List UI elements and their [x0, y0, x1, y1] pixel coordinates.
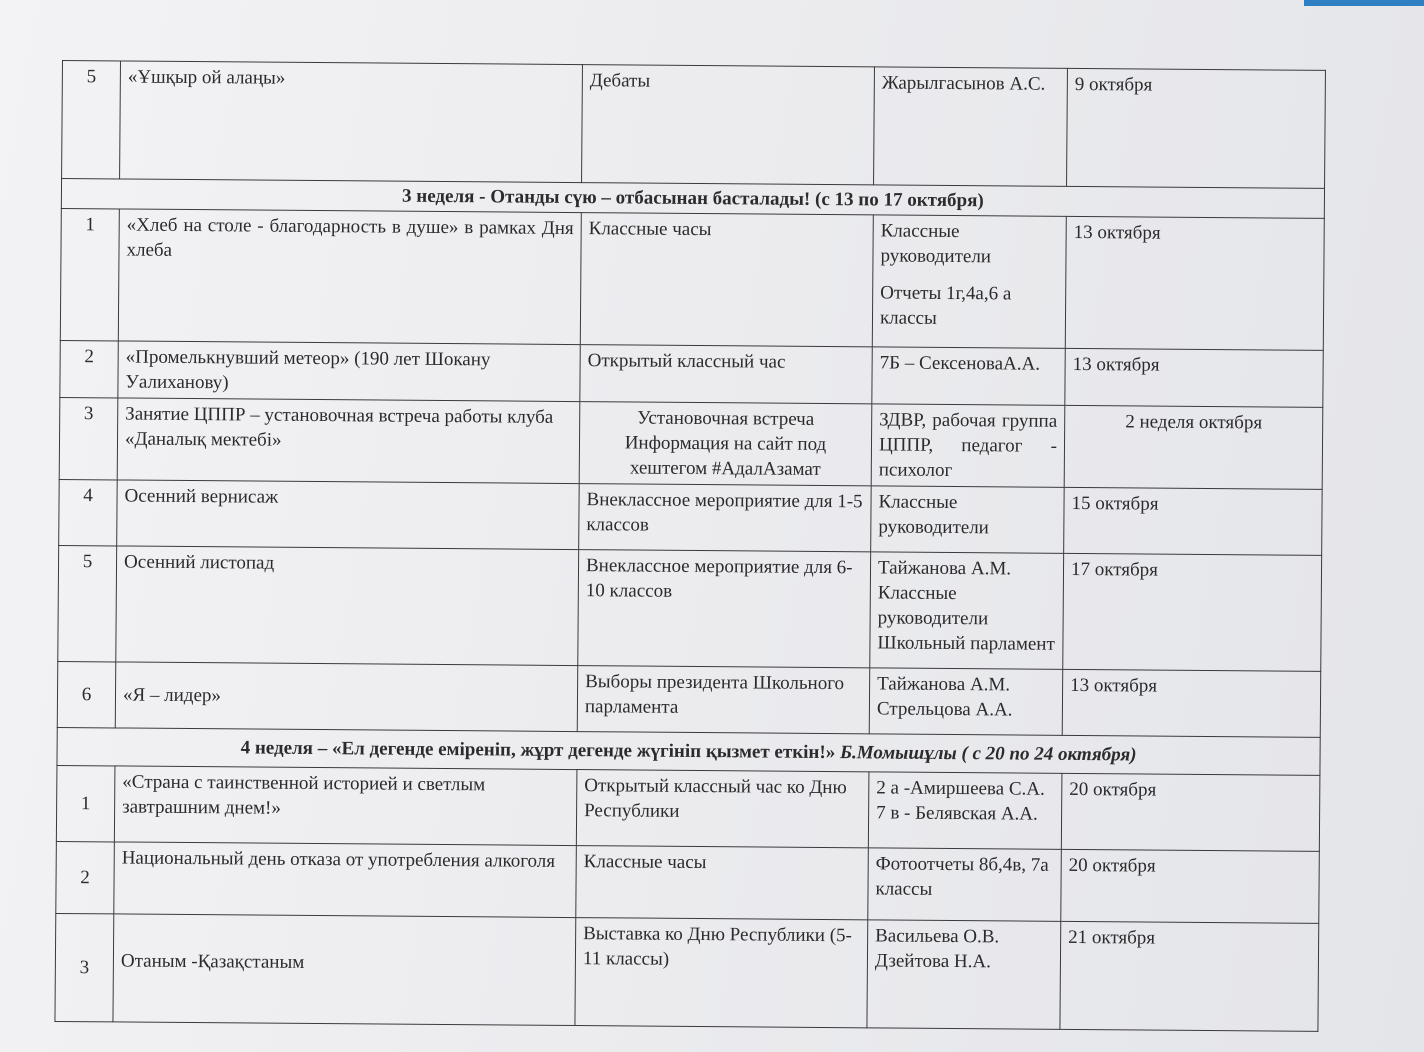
- table-row: [59, 479, 1322, 555]
- table-row: [57, 661, 1320, 737]
- event-date: 13 октября: [1065, 216, 1324, 350]
- event-name: Осенний листопад: [116, 546, 579, 666]
- table-row: [56, 765, 1320, 851]
- event-date: 20 октября: [1061, 849, 1320, 923]
- row-number: 6: [57, 661, 116, 727]
- event-form: Классные часы: [576, 846, 869, 920]
- row-number: 2: [56, 841, 115, 913]
- row-number: 1: [60, 208, 119, 340]
- event-responsible: Классные руководители: [871, 486, 1065, 554]
- event-name: «Я – лидер»: [115, 662, 578, 732]
- table-row: [55, 913, 1319, 1031]
- table-row: [60, 208, 1324, 350]
- event-responsible-note: Отчеты 1г,4а,6 а классы: [879, 282, 1012, 329]
- event-name: Национальный день отказа от употребления алкоголя: [114, 842, 577, 918]
- event-responsible: Васильева О.В. Дзейтова Н.А.: [867, 920, 1061, 1030]
- event-form: Открытый классный час ко Дню Республики: [576, 770, 869, 848]
- event-form: Выставка ко Дню Республики (5-11 классы): [575, 918, 868, 1028]
- event-name: «Хлеб на столе - благодарность в душе» в рамках Дня хлеба: [118, 209, 581, 345]
- event-responsible: Тайжанова А.М. Классные руководители Школьный парламент: [870, 552, 1064, 670]
- event-name: «Ұшқыр ой алаңы»: [120, 61, 583, 183]
- event-date: 17 октября: [1063, 553, 1322, 671]
- schedule-table: [54, 60, 1326, 1032]
- event-form: Классные часы: [580, 213, 873, 347]
- table-row: [59, 397, 1323, 489]
- row-number: 1: [56, 765, 115, 841]
- event-form: Установочная встреча Информация на сайт под хештегом #АдалАзамат: [579, 402, 872, 486]
- event-name: Отаным -Қазақстаным: [113, 914, 576, 1026]
- table-row: [62, 61, 1326, 189]
- event-responsible: 2 а -Амиршеева С.А. 7 в - Белявская А.А.: [868, 772, 1062, 850]
- event-date: 21 октября: [1060, 921, 1319, 1031]
- table-row: [58, 545, 1322, 671]
- event-name: «Страна с таинственной историей и светлым завтрашним днем!»: [114, 766, 577, 846]
- event-responsible-cell: [872, 215, 1066, 349]
- event-name: «Промелькнувший метеор» (190 лет Шокану Уалиханову): [118, 341, 580, 402]
- table-row: [60, 340, 1323, 407]
- row-number: 2: [60, 340, 118, 397]
- event-responsible: Жарылгасынов А.С.: [874, 67, 1068, 187]
- event-date: 2 неделя октября: [1064, 405, 1323, 489]
- event-responsible: ЗДВР, рабочая группа ЦППР, педагог - психолог: [871, 404, 1065, 488]
- event-responsible: Фотоотчеты 8б,4в, 7а классы: [868, 848, 1062, 922]
- event-date: 20 октября: [1061, 773, 1320, 851]
- event-date: 13 октября: [1065, 348, 1323, 407]
- row-number: 3: [59, 397, 118, 479]
- week3-title: 3 неделя - Отанды сүю – отбасынан басталады! (с 13 по 17 октября): [61, 179, 1324, 219]
- event-form: Выборы президента Школьного парламента: [577, 666, 870, 734]
- event-form: Внеклассное мероприятие для 1-5 классов: [579, 484, 872, 552]
- event-responsible: Классные руководители: [880, 220, 992, 268]
- event-form: Дебаты: [582, 65, 875, 185]
- week4-title: 4 неделя – «Ел дегенде еміреніп, жұрт дегенде жүгініп қызмет еткін!»: [240, 737, 836, 764]
- row-number: 5: [58, 545, 117, 661]
- row-number: 5: [62, 61, 121, 179]
- event-responsible: Тайжанова А.М. Стрельцова А.А.: [869, 668, 1063, 736]
- event-form: Внеклассное мероприятие для 6-10 классов: [578, 550, 871, 668]
- event-name: Осенний вернисаж: [117, 480, 580, 550]
- event-date: 15 октября: [1064, 487, 1323, 555]
- week4-author: Б.Момышұлы ( с 20 по 24 октября): [839, 742, 1137, 766]
- event-name: Занятие ЦППР – установочная встреча работы клуба «Даналық мектебі»: [117, 398, 580, 484]
- event-responsible: 7Б – СексеноваА.А.: [872, 347, 1065, 406]
- event-date: 9 октября: [1067, 68, 1326, 188]
- row-number: 4: [59, 479, 118, 545]
- table-row: [56, 841, 1320, 923]
- event-form: Открытый классный час: [580, 345, 872, 404]
- event-date: 13 октября: [1062, 669, 1321, 737]
- row-number: 3: [55, 913, 114, 1021]
- corner-object: [1304, 0, 1424, 6]
